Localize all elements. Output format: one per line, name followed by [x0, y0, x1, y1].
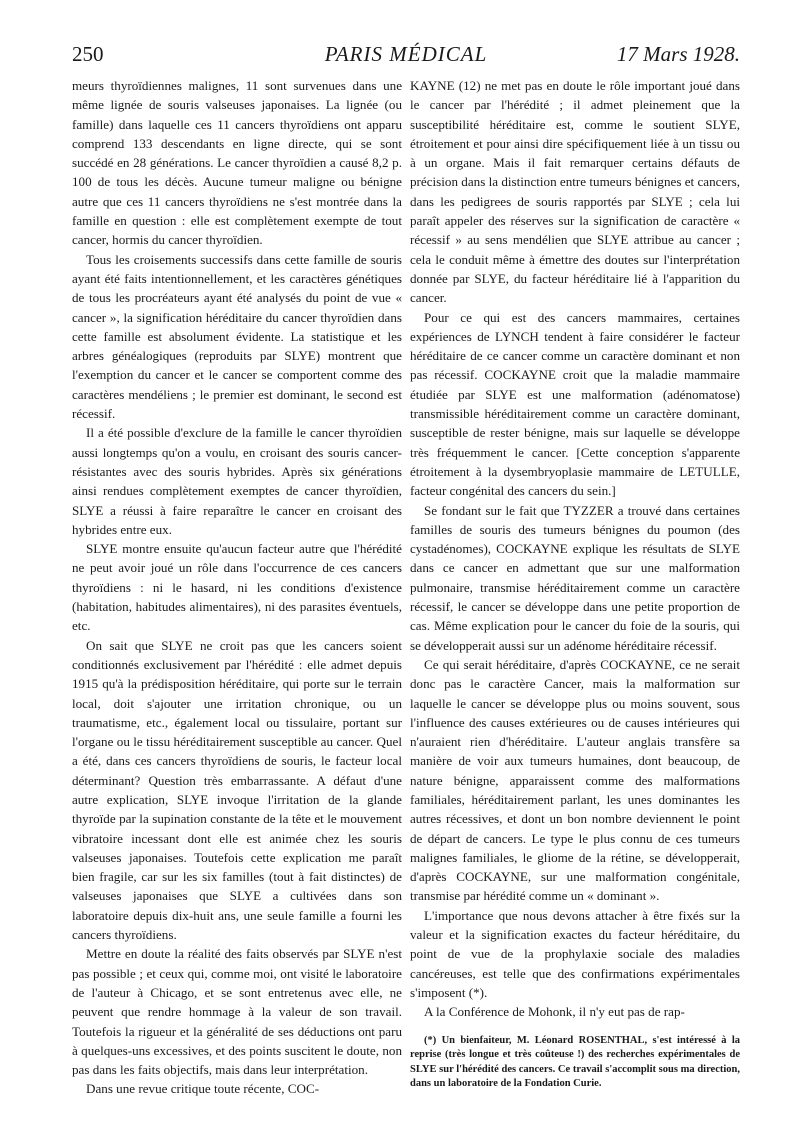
paragraph: Se fondant sur le fait que TYZZER a trouvé dans certaines familles de souris des tumeurs bénignes du poumon (des cystadénomes), COCKAYNE explique les résultats de SLYE dans ce cancer en admettant que sur une malformation pulmonaire, transmise héréditairement comme un caractère récessif, le cancer se développe dans une petite proportion de cas. Même explication pour le cancer du foie de la souris, qui se développerait aussi sur un adénome héréditaire récessif. [410, 502, 740, 653]
left-column [72, 76, 402, 1099]
paragraph: Mettre en doute la réalité des faits observés par SLYE n'est pas possible ; et ceux qui, comme moi, ont visité le laboratoire de l'auteur à Chicago, et se sont entretenus avec elle, ne peuvent que rendre hommage à la valeur de son travail. Toutefois la rigueur et la généralité de ses déductions ont paru à quelques-uns excessives, et des points suscitent le doute, non pas dans les faits objectifs, mais dans leur interprétation. [72, 946, 402, 1078]
page-header [72, 42, 740, 70]
issue-date: 17 Mars 1928. [616, 42, 740, 66]
paragraph: Il a été possible d'exclure de la famille le cancer thyroïdien aussi longtemps qu'on a voulu, en croisant des souris cancer-résistantes avec des souris hybrides. Après six générations ainsi rendues complètement exemptes de cancer thyroïdien, SLYE a réussi à faire reparaître le cancer en croisant des hybrides entre eux. [72, 425, 402, 537]
page-number: 250 [72, 42, 104, 66]
paragraph: L'importance que nous devons attacher à être fixés sur la valeur et la signification exactes du facteur héréditaire, du point de vue de la prophylaxie sociale des maladies cancéreuses, est telle que des confirmations expérimentales s'imposent (*). [410, 907, 740, 1000]
paragraph: SLYE montre ensuite qu'aucun facteur autre que l'hérédité ne peut avoir joué un rôle dans l'occurrence de ces cancers thyroïdiens : ni le hasard, ni les conditions d'existence (habitation, habitudes alimentaires), ni des parasites éventuels, etc. [72, 541, 402, 634]
footnote: (*) Un bienfaiteur, M. Léonard ROSENTHAL, s'est intéressé à la reprise (très longue et très coûteuse !) des recherches expérimentales de SLYE sur l'hérédité des cancers. Ce travail s'accomplit sous ma direction, dans un laboratoire de la Fondation Curie. [410, 1034, 740, 1090]
paragraph: A la Conférence de Mohonk, il n'y eut pas de rap- [424, 1004, 685, 1020]
paragraph: Pour ce qui est des cancers mammaires, certaines expériences de LYNCH tendent à faire considérer le facteur héréditaire de ce cancer comme un caractère dominant et non pas récessif. COCKAYNE croit que la maladie mammaire étudiée par SLYE est une malformation (adénomatose) transmissible héréditairement comme un caractère dominant, susceptible de rester bénigne, mais sur laquelle se développe très fréquemment le cancer. [Cette conception s'apparente étroitement à la dysembryoplasie mammaire de LETULLE, facteur congénital des cancers du sein.] [410, 309, 740, 499]
journal-title: PARIS MÉDICAL [324, 42, 488, 66]
paragraph: meurs thyroïdiennes malignes, 11 sont survenues dans une même lignée de souris valseuses japonaises. La lignée (ou famille) dans laquelle ces 11 cancers thyroïdiens ont apparu comprend 133 descendants en ligne directe, qui se sont succédé en 28 générations. Le cancer thyroïdien a causé 8,2 p. 100 de tous les décès. Aucune tumeur maligne ou bénigne autre que ces 11 cancers thyroïdiens ne s'est montrée dans la famille en question : elle est complètement exempte de tout cancer, hormis du cancer thyroïdien. [72, 78, 402, 248]
paragraph: Tous les croisements successifs dans cette famille de souris ayant été faits intentionnellement, et les caractères génétiques de tous les procréateurs ayant été analysés du point de vue « cancer », la signification héréditaire du cancer thyroïdien dans cette famille est absolument évidente. La statistique et les arbres généalogiques (reproduits par SLYE) montrent que l'exemption du cancer et le cancer se comportent comme des caractères mendéliens ; le premier est dominant, le second est récessif. [72, 251, 402, 422]
paragraph: KAYNE (12) ne met pas en doute le rôle important joué dans le cancer par l'hérédité ; il admet pleinement que la susceptibilité héréditaire est, comme le soutient SLYE, étroitement et pour ainsi dire spécifiquement liée à un tissu ou à un organe. Mais il fait remarquer certains défauts de précision dans la distinction entre tumeurs bénignes et cancers, dans les pedigrees de souris rapportés par SLYE ; cela lui paraît appeler des réserves sur la signification de caractère « récessif » au sens mendélien que SLYE attribue au cancer ; cela le conduit même à émettre des doutes sur l'interprétation donnée par SLYE, du facteur héréditaire lié à l'apparition du cancer. [410, 78, 740, 306]
paragraph: Ce qui serait héréditaire, d'après COCKAYNE, ce ne serait donc pas le caractère Cancer, mais la malformation sur laquelle le cancer se développe plus ou moins souvent, sous l'influence des causes extérieures ou de causes intérieures qui n'auraient rien d'héréditaire. L'auteur anglais transfère sa manière de voir aux tumeurs humaines, dont beaucoup, de nature bénigne, apparaissent comme des malformations familiales, héréditairement parlant, les unes dominantes les autres récessives, et dont un bon nombre deviennent le point de départ de cancers. Le type le plus connu de ces tumeurs malignes familiales, le gliome de la rétine, se développerait, d'après COCKAYNE, sur une malformation congénitale, transmise par hérédité comme un « dominant ». [410, 656, 740, 904]
paragraph: Dans une revue critique toute récente, COC- [86, 1081, 320, 1097]
paragraph: On sait que SLYE ne croit pas que les cancers soient conditionnés exclusivement par l'hérédité : elle admet depuis 1915 qu'à la prédisposition héréditaire, qui porte sur le terrain local, doit s'ajouter une irritation chronique, ou un traumatisme, etc., également local ou tissulaire, portant sur l'organe ou le tissu héréditairement susceptible au cancer. Quel a été, dans ces cancers thyroïdiens de souris, le facteur local déterminant? Question très embarrassante. A défaut d'une autre explication, SLYE invoque l'irritation de la glande thyroïde par la supination constante de la tête et le mouvement vibratoire incessant dont elle est animée chez les souris valseuses japonaises. Toutefois cette explication me paraît bien fragile, car sur les six familles (tout à fait distinctes) de valseuses japonaises que SLYE a cultivées dans son laboratoire depuis dix-huit ans, une seule famille a fourni les cancers thyroïdiens. [72, 637, 402, 943]
right-column [410, 76, 740, 1092]
